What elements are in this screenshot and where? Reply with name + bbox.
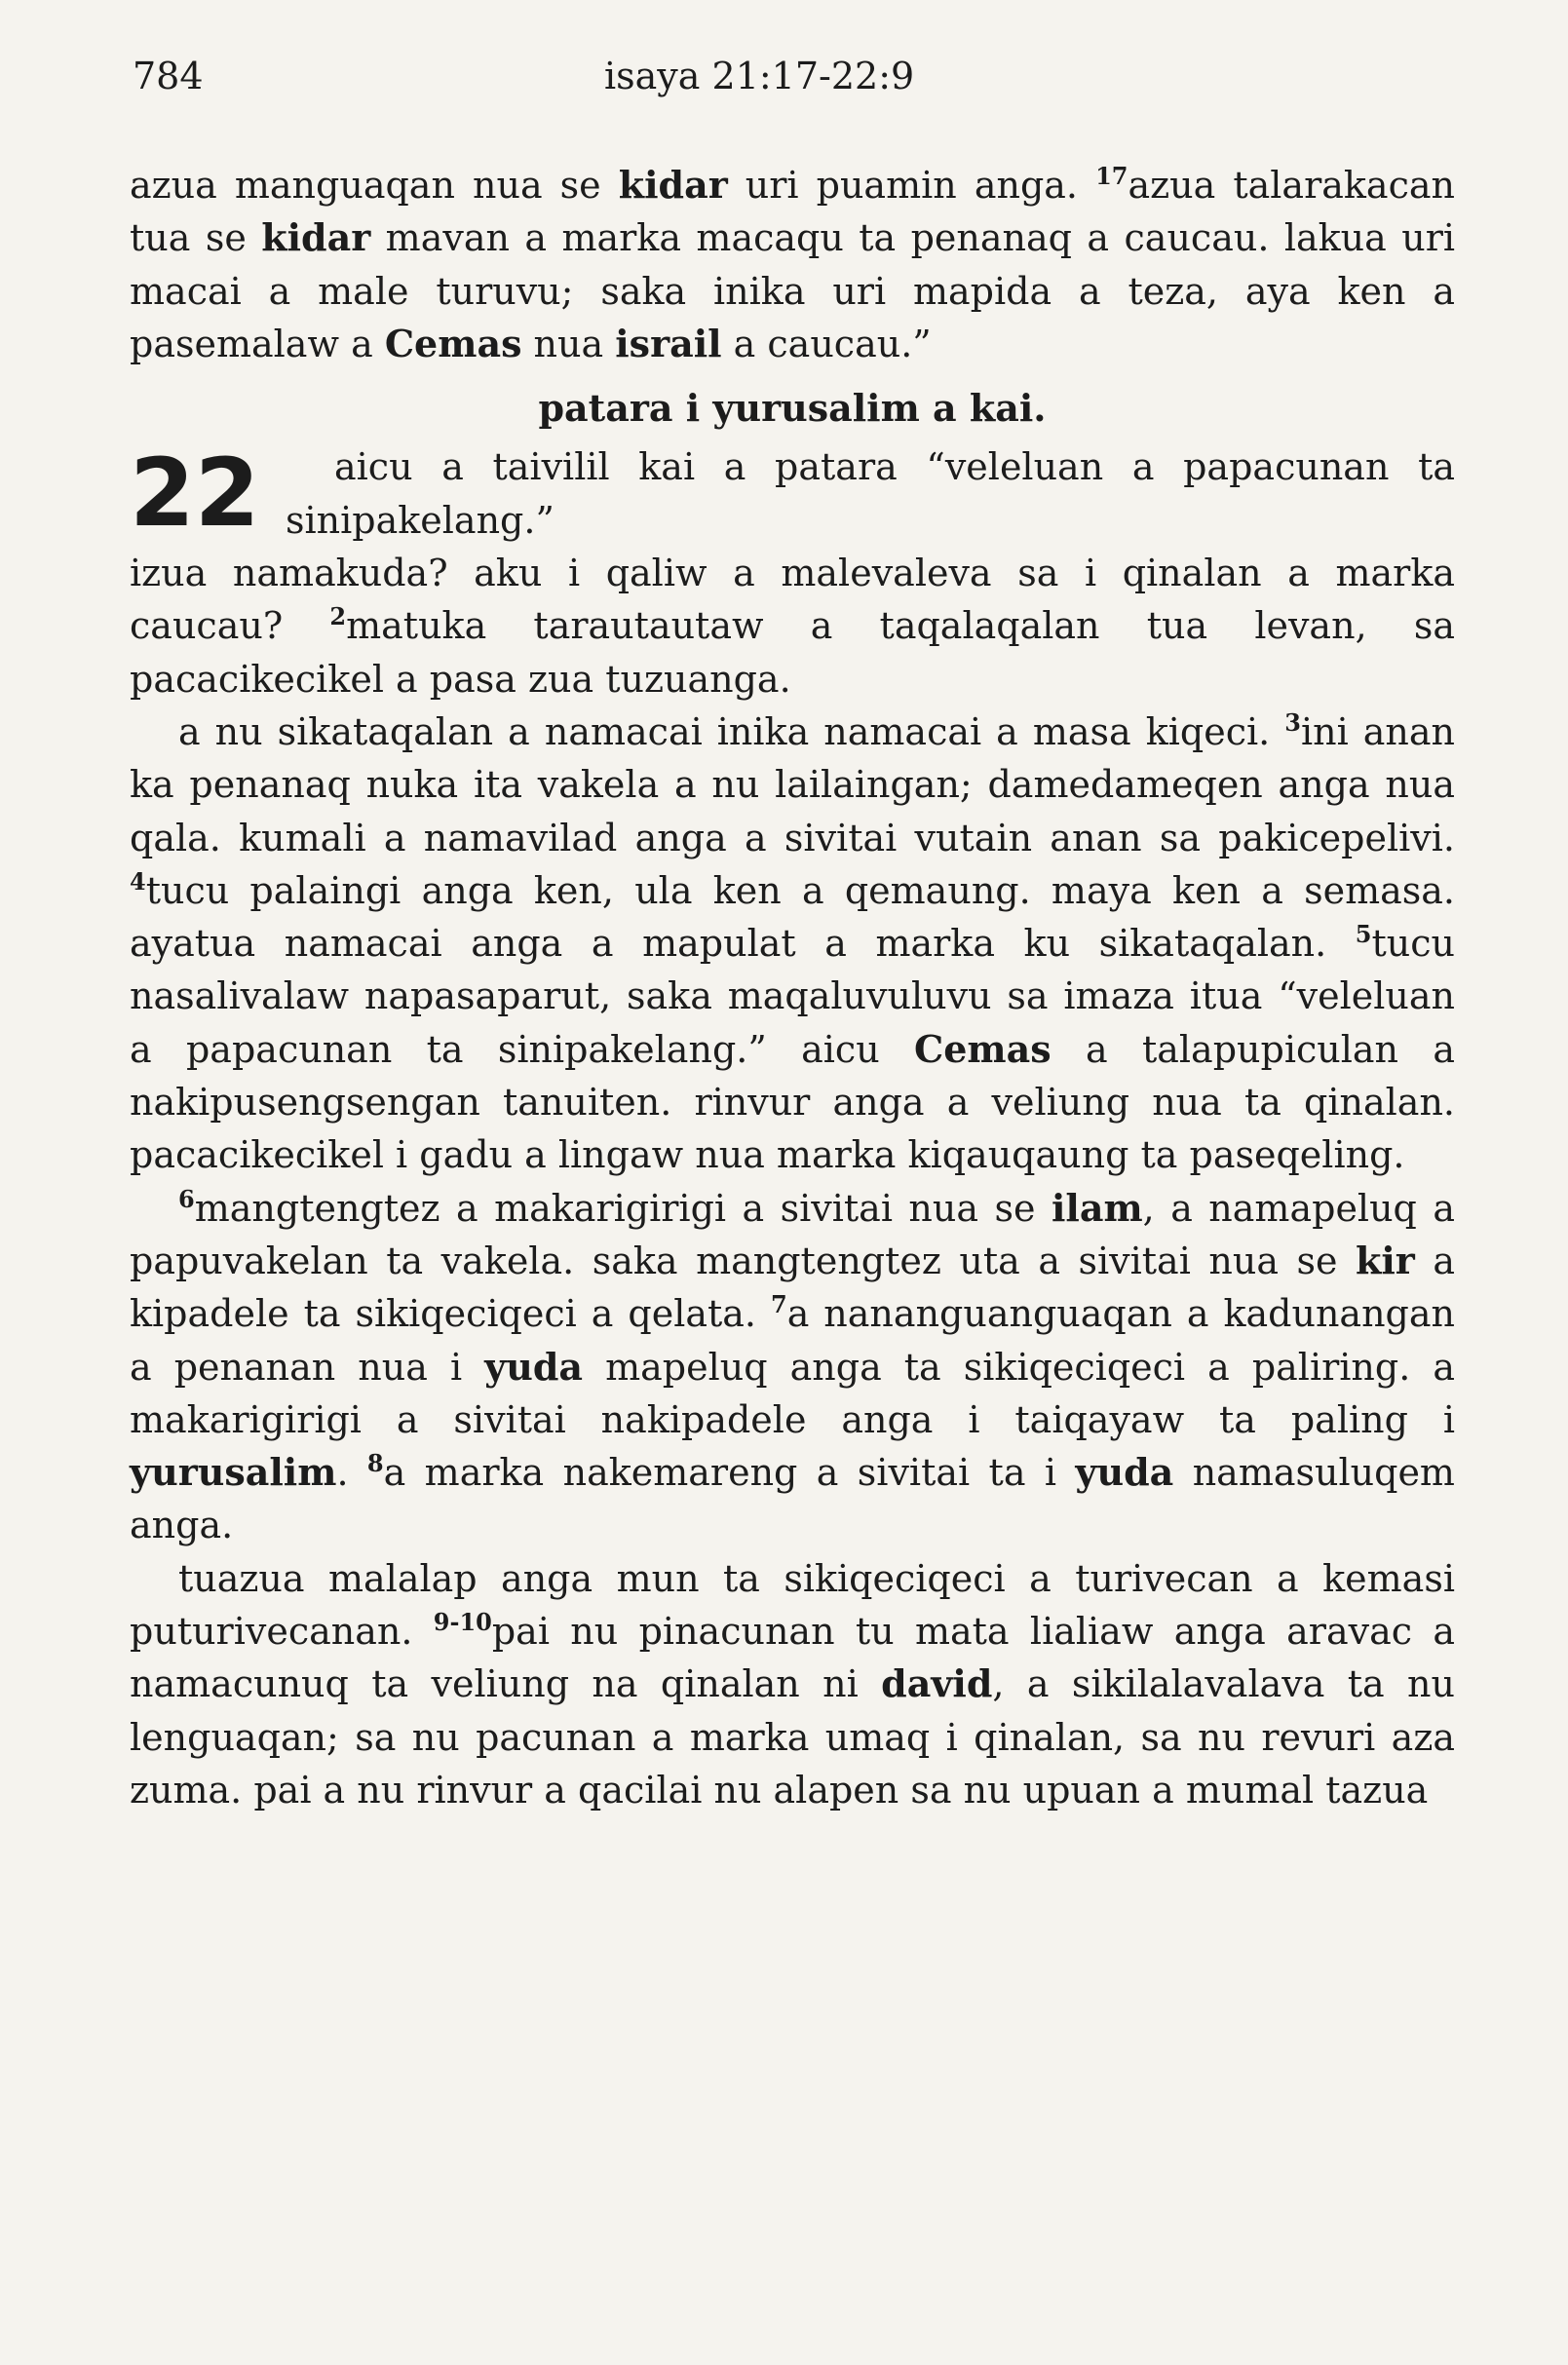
verse-number: 3: [1284, 707, 1301, 737]
verse-number: 9-10: [433, 1608, 492, 1637]
bold-name: kir: [1356, 1238, 1415, 1282]
verse-number: 8: [366, 1449, 384, 1478]
text-run: , a namapeluq a papuvakelan ta vakela. saka mangtengtez uta a sivitai nua se: [130, 1186, 1455, 1282]
chapter-intro-text: aicu a taivilil kai a patara “veleluan a papacunan ta sinipakelang.”: [286, 445, 1455, 542]
text-run: a nananguanguaqan a kadunangan a penanan nua i: [130, 1292, 1455, 1389]
paragraph: [130, 706, 1455, 1182]
bold-name: israil: [615, 321, 722, 365]
text-run: a talapupiculan a nakipusengsengan tanuiten. rinvur anga a veliung nua ta qinalan. pacacikecikel i gadu a lingaw nua marka kiqauqaung ta paseqeling.: [130, 1027, 1455, 1177]
text-run: a nu sikataqalan a namacai inika namacai a masa kiqeci.: [178, 709, 1285, 753]
text-run: azua manguaqan nua se: [130, 164, 619, 207]
verse-number: 17: [1095, 162, 1128, 190]
text-run: tuazua malalap anga mun ta sikiqeciqeci a turivecan a kemasi puturivecanan.: [130, 1556, 1455, 1654]
verse-number: 7: [770, 1290, 787, 1319]
verse-number: 4: [130, 866, 146, 896]
bold-name: yurusalim: [130, 1450, 337, 1495]
section-heading: patara i yurusalim a kai.: [538, 386, 1047, 431]
paragraph: [130, 1552, 1455, 1816]
verse-number: 2: [329, 602, 347, 631]
text-run: azua talarakacan tua se: [130, 164, 1455, 260]
page-header: [117, 49, 1462, 107]
text-run: , a sikilalavalava ta nu lenguaqan; sa nu pacunan a marka umaq i qinalan, sa nu revuri aza zuma. pai a nu rinvur a qacilai nu alapen sa nu upuan a mumal tazua: [130, 1662, 1455, 1812]
text-run: mangtengtez a makarigirigi a sivitai nua se: [194, 1186, 1052, 1230]
bold-name: Cemas: [914, 1026, 1052, 1071]
text-run: uri puamin anga.: [727, 164, 1096, 207]
bold-name: Cemas: [384, 321, 522, 365]
chapter-opening: [130, 440, 1455, 547]
text-run: namasuluqem anga.: [130, 1451, 1455, 1547]
text-run: ini anan ka penanaq nuka ita vakela a nu lailaingan; damedameqen anga nua qala. kumali a namavilad anga a sivitai vutain anan sa pakicepelivi.: [130, 709, 1455, 859]
bold-name: david: [881, 1661, 993, 1706]
bold-name: ilam: [1051, 1185, 1143, 1230]
text-run: a kipadele ta sikiqeciqeci a qelata.: [130, 1239, 1456, 1336]
paragraph-continued: [130, 159, 1455, 370]
running-head: isaya 21:17-22:9: [604, 55, 915, 97]
text-run: a caucau.”: [721, 322, 932, 365]
chapter-number: 22: [130, 439, 260, 549]
text-run: .: [336, 1451, 367, 1495]
paragraph: [130, 547, 1455, 706]
text-run: tucu palaingi anga ken, ula ken a qemaung. maya ken a semasa. ayatua namacai anga a mapulat a marka ku sikataqalan.: [130, 868, 1455, 966]
text-run: mapeluq anga ta sikiqeciqeci a paliring. a makarigirigi a sivitai nakipadele anga i taiqayaw ta paling i: [130, 1345, 1456, 1441]
verse-number: 6: [178, 1184, 195, 1213]
verse-number: 5: [1355, 920, 1372, 949]
page-number: 784: [133, 55, 204, 97]
bold-name: yuda: [1075, 1450, 1174, 1495]
text-run: a marka nakemareng a sivitai ta i: [383, 1451, 1076, 1495]
text-run: matuka tarautautaw a taqalaqalan tua levan, sa pacacikecikel a pasa zua tuzuanga.: [130, 604, 1455, 701]
text-run: nua: [521, 322, 616, 365]
bold-name: yuda: [484, 1344, 584, 1389]
text-run: pai nu pinacunan tu mata lialiaw anga aravac a namacunuq ta veliung na qinalan ni: [130, 1610, 1456, 1706]
bold-name: kidar: [261, 215, 371, 260]
text-run: izua namakuda? aku i qaliw a malevalevа sa i qinalan a marka caucau?: [130, 552, 1455, 648]
bold-name: kidar: [618, 163, 728, 207]
body-text: [130, 159, 1455, 1816]
paragraph: [130, 1182, 1455, 1552]
text-run: mavan a marka macaqu ta penanaq a caucau. lakua uri macai a male turuvu; saka inika uri mapida a teza, aya ken a pasemalaw a: [130, 216, 1456, 365]
text-run: tucu nasalivalaw napasaparut, saka maqaluvuluvu sa imaza itua “veleluan a papacunan ta sinipakelang.” aicu: [130, 922, 1455, 1071]
